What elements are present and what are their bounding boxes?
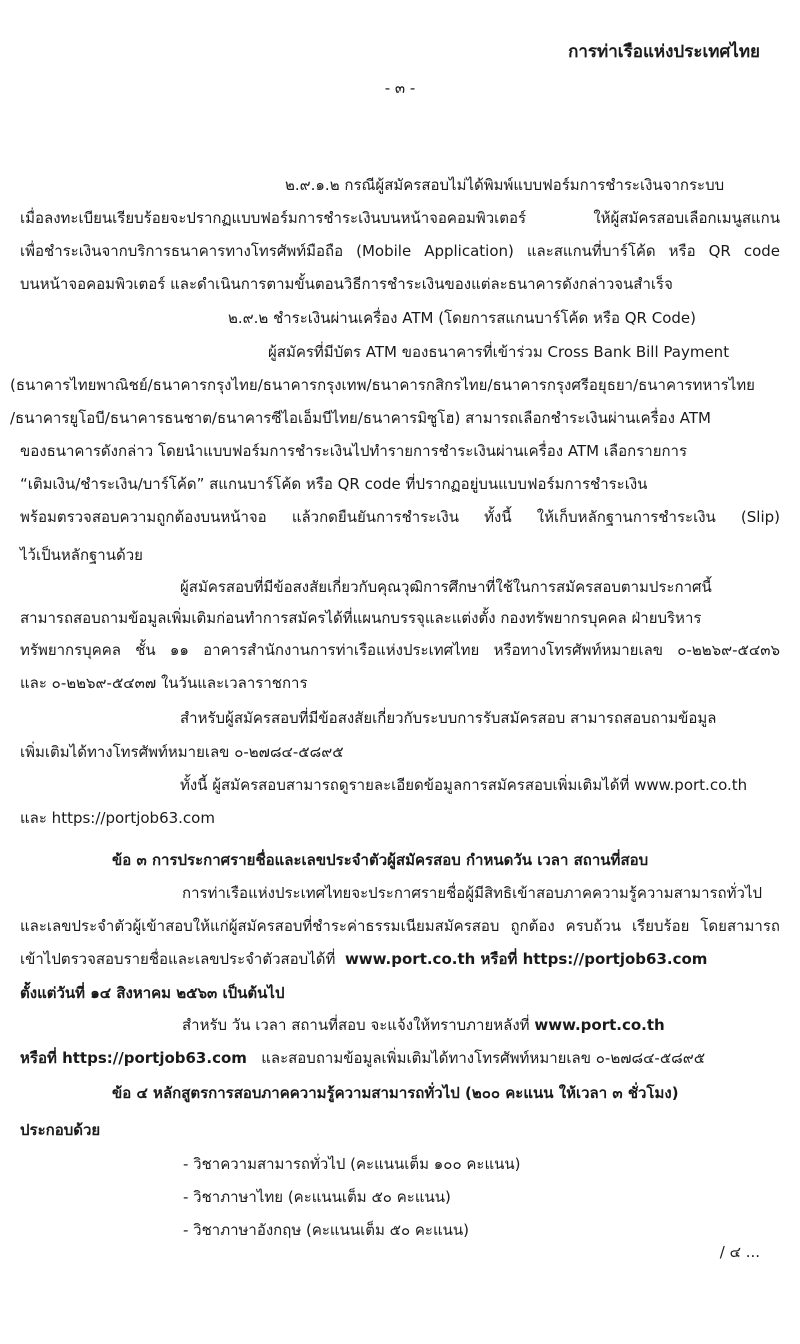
subject-item: - วิชาภาษาไทย (คะแนนเต็ม ๕๐ คะแนน) bbox=[183, 1188, 451, 1206]
text-line: พร้อมตรวจสอบความถูกต้องบนหน้าจอ แล้วกดยืนยันการชำระเงิน ทั้งนี้ ให้เก็บหลักฐานการชำระเงิน (Slip) bbox=[20, 508, 780, 526]
text-line: “เติมเงิน/ชำระเงิน/บาร์โค้ด” สแกนบาร์โค้ด หรือ QR code ที่ปรากฏอยู่บนแบบฟอร์มการชำระเงิน bbox=[20, 475, 648, 493]
continuation-marker: / ๔ ... bbox=[719, 1243, 760, 1261]
text-line: ทั้งนี้ ผู้สมัครสอบสามารถดูรายละเอียดข้อมูลการสมัครสอบเพิ่มเติมได้ที่ www.port.co.th bbox=[180, 776, 748, 794]
organization-header: การท่าเรือแห่งประเทศไทย bbox=[568, 42, 760, 62]
website-links: www.port.co.th หรือที่ https://portjob63.com bbox=[344, 950, 708, 968]
text-line: ทรัพยากรบุคคล ชั้น ๑๑ อาคารสำนักงานการท่าเรือแห่งประเทศไทย หรือทางโทรศัพท์หมายเลข ๐-๒๒๖๙-๕๔๓๖ bbox=[20, 641, 780, 659]
text-line: ของธนาคารดังกล่าว โดยนำแบบฟอร์มการชำระเงินไปทำรายการชำระเงินผ่านเครื่อง ATM เลือกรายการ bbox=[20, 442, 688, 460]
text-line: ผู้สมัครสอบที่มีข้อสงสัยเกี่ยวกับคุณวุฒิการศึกษาที่ใช้ในการสมัครสอบตามประกาศนี้ bbox=[180, 578, 712, 596]
text-segment: สำหรับ วัน เวลา สถานที่สอบ จะแจ้งให้ทราบภายหลังที่ bbox=[182, 1016, 530, 1034]
text-line: เมื่อลงทะเบียนเรียบร้อยจะปรากฏแบบฟอร์มการชำระเงินบนหน้าจอคอมพิวเตอร์ ให้ผู้สมัครสอบเลือกเมนูสแกน bbox=[20, 209, 780, 227]
text-line bbox=[182, 1009, 665, 1041]
text-line: บนหน้าจอคอมพิวเตอร์ และดำเนินการตามขั้นตอนวิธีการชำระเงินของแต่ละธนาคารดังกล่าวจนสำเร็จ bbox=[20, 275, 673, 293]
text-line: /ธนาคารยูโอบี/ธนาคารธนชาต/ธนาคารซีไอเอ็มบีไทย/ธนาคารมิซูโฮ) สามารถเลือกชำระเงินผ่านเครื่อง ATM bbox=[10, 409, 711, 427]
text-line: สามารถสอบถามข้อมูลเพิ่มเติมก่อนทำการสมัครได้ที่แผนกบรรจุและแต่งตั้ง กองทรัพยากรบุคคล ฝ่ายบริหาร bbox=[20, 609, 702, 627]
subject-item: - วิชาภาษาอังกฤษ (คะแนนเต็ม ๕๐ คะแนน) bbox=[183, 1221, 470, 1239]
text-line: การท่าเรือแห่งประเทศไทยจะประกาศรายชื่อผู้มีสิทธิเข้าสอบภาคความรู้ความสามารถทั่วไป bbox=[182, 884, 763, 902]
text-line: และเลขประจำตัวผู้เข้าสอบให้แก่ผู้สมัครสอบที่ชำระค่าธรรมเนียมสมัครสอบ ถูกต้อง ครบถ้วน เรียบร้อย โดยสามารถ bbox=[20, 917, 780, 935]
text-line: (ธนาคารไทยพาณิชย์/ธนาคารกรุงไทย/ธนาคารกรุงเทพ/ธนาคารกสิกรไทย/ธนาคารกรุงศรีอยุธยา/ธนาคารทหารไทย bbox=[10, 376, 755, 394]
text-line: และ https://portjob63.com bbox=[20, 809, 215, 827]
text-line: สำหรับผู้สมัครสอบที่มีข้อสงสัยเกี่ยวกับระบบการรับสมัครสอบ สามารถสอบถามข้อมูล bbox=[180, 709, 717, 727]
text-line: ประกอบด้วย bbox=[20, 1121, 101, 1139]
text-line: ๒.๙.๑.๒ กรณีผู้สมัครสอบไม่ได้พิมพ์แบบฟอร์มการชำระเงินจากระบบ bbox=[285, 176, 725, 194]
text-line: ผู้สมัครที่มีบัตร ATM ของธนาคารที่เข้าร่วม Cross Bank Bill Payment bbox=[268, 343, 730, 361]
section-3-heading: ข้อ ๓ การประกาศรายชื่อและเลขประจำตัวผู้สมัครสอบ กำหนดวัน เวลา สถานที่สอบ bbox=[112, 851, 649, 869]
text-line: ๒.๙.๒ ชำระเงินผ่านเครื่อง ATM (โดยการสแกนบาร์โค้ด หรือ QR Code) bbox=[228, 309, 696, 327]
website-link: หรือที่ https://portjob63.com bbox=[20, 1049, 247, 1067]
page-number: - ๓ - bbox=[384, 79, 416, 97]
text-segment: และสอบถามข้อมูลเพิ่มเติมได้ทางโทรศัพท์หมายเลข ๐-๒๗๘๔-๕๘๙๕ bbox=[261, 1049, 706, 1067]
text-line: ไว้เป็นหลักฐานด้วย bbox=[20, 546, 143, 564]
text-line: เพิ่มเติมได้ทางโทรศัพท์หมายเลข ๐-๒๗๘๔-๕๘๙๕ bbox=[20, 743, 344, 761]
text-line: เพื่อชำระเงินจากบริการธนาคารทางโทรศัพท์มือถือ (Mobile Application) และสแกนที่บาร์โค้ด หรือ QR code bbox=[20, 242, 780, 260]
text-line bbox=[20, 943, 707, 975]
text-line bbox=[20, 1042, 705, 1074]
text-line: และ ๐-๒๒๖๙-๕๔๓๗ ในวันและเวลาราชการ bbox=[20, 674, 308, 692]
subject-item: - วิชาความสามารถทั่วไป (คะแนนเต็ม ๑๐๐ คะแนน) bbox=[183, 1155, 521, 1173]
website-link: www.port.co.th bbox=[534, 1016, 665, 1034]
announcement-date: ตั้งแต่วันที่ ๑๔ สิงหาคม ๒๕๖๓ เป็นต้นไป bbox=[20, 984, 285, 1002]
text-segment: เข้าไปตรวจสอบรายชื่อและเลขประจำตัวสอบได้ที่ bbox=[20, 950, 336, 968]
section-4-heading: ข้อ ๔ หลักสูตรการสอบภาคความรู้ความสามารถทั่วไป (๒๐๐ คะแนน ให้เวลา ๓ ชั่วโมง) bbox=[112, 1084, 679, 1102]
